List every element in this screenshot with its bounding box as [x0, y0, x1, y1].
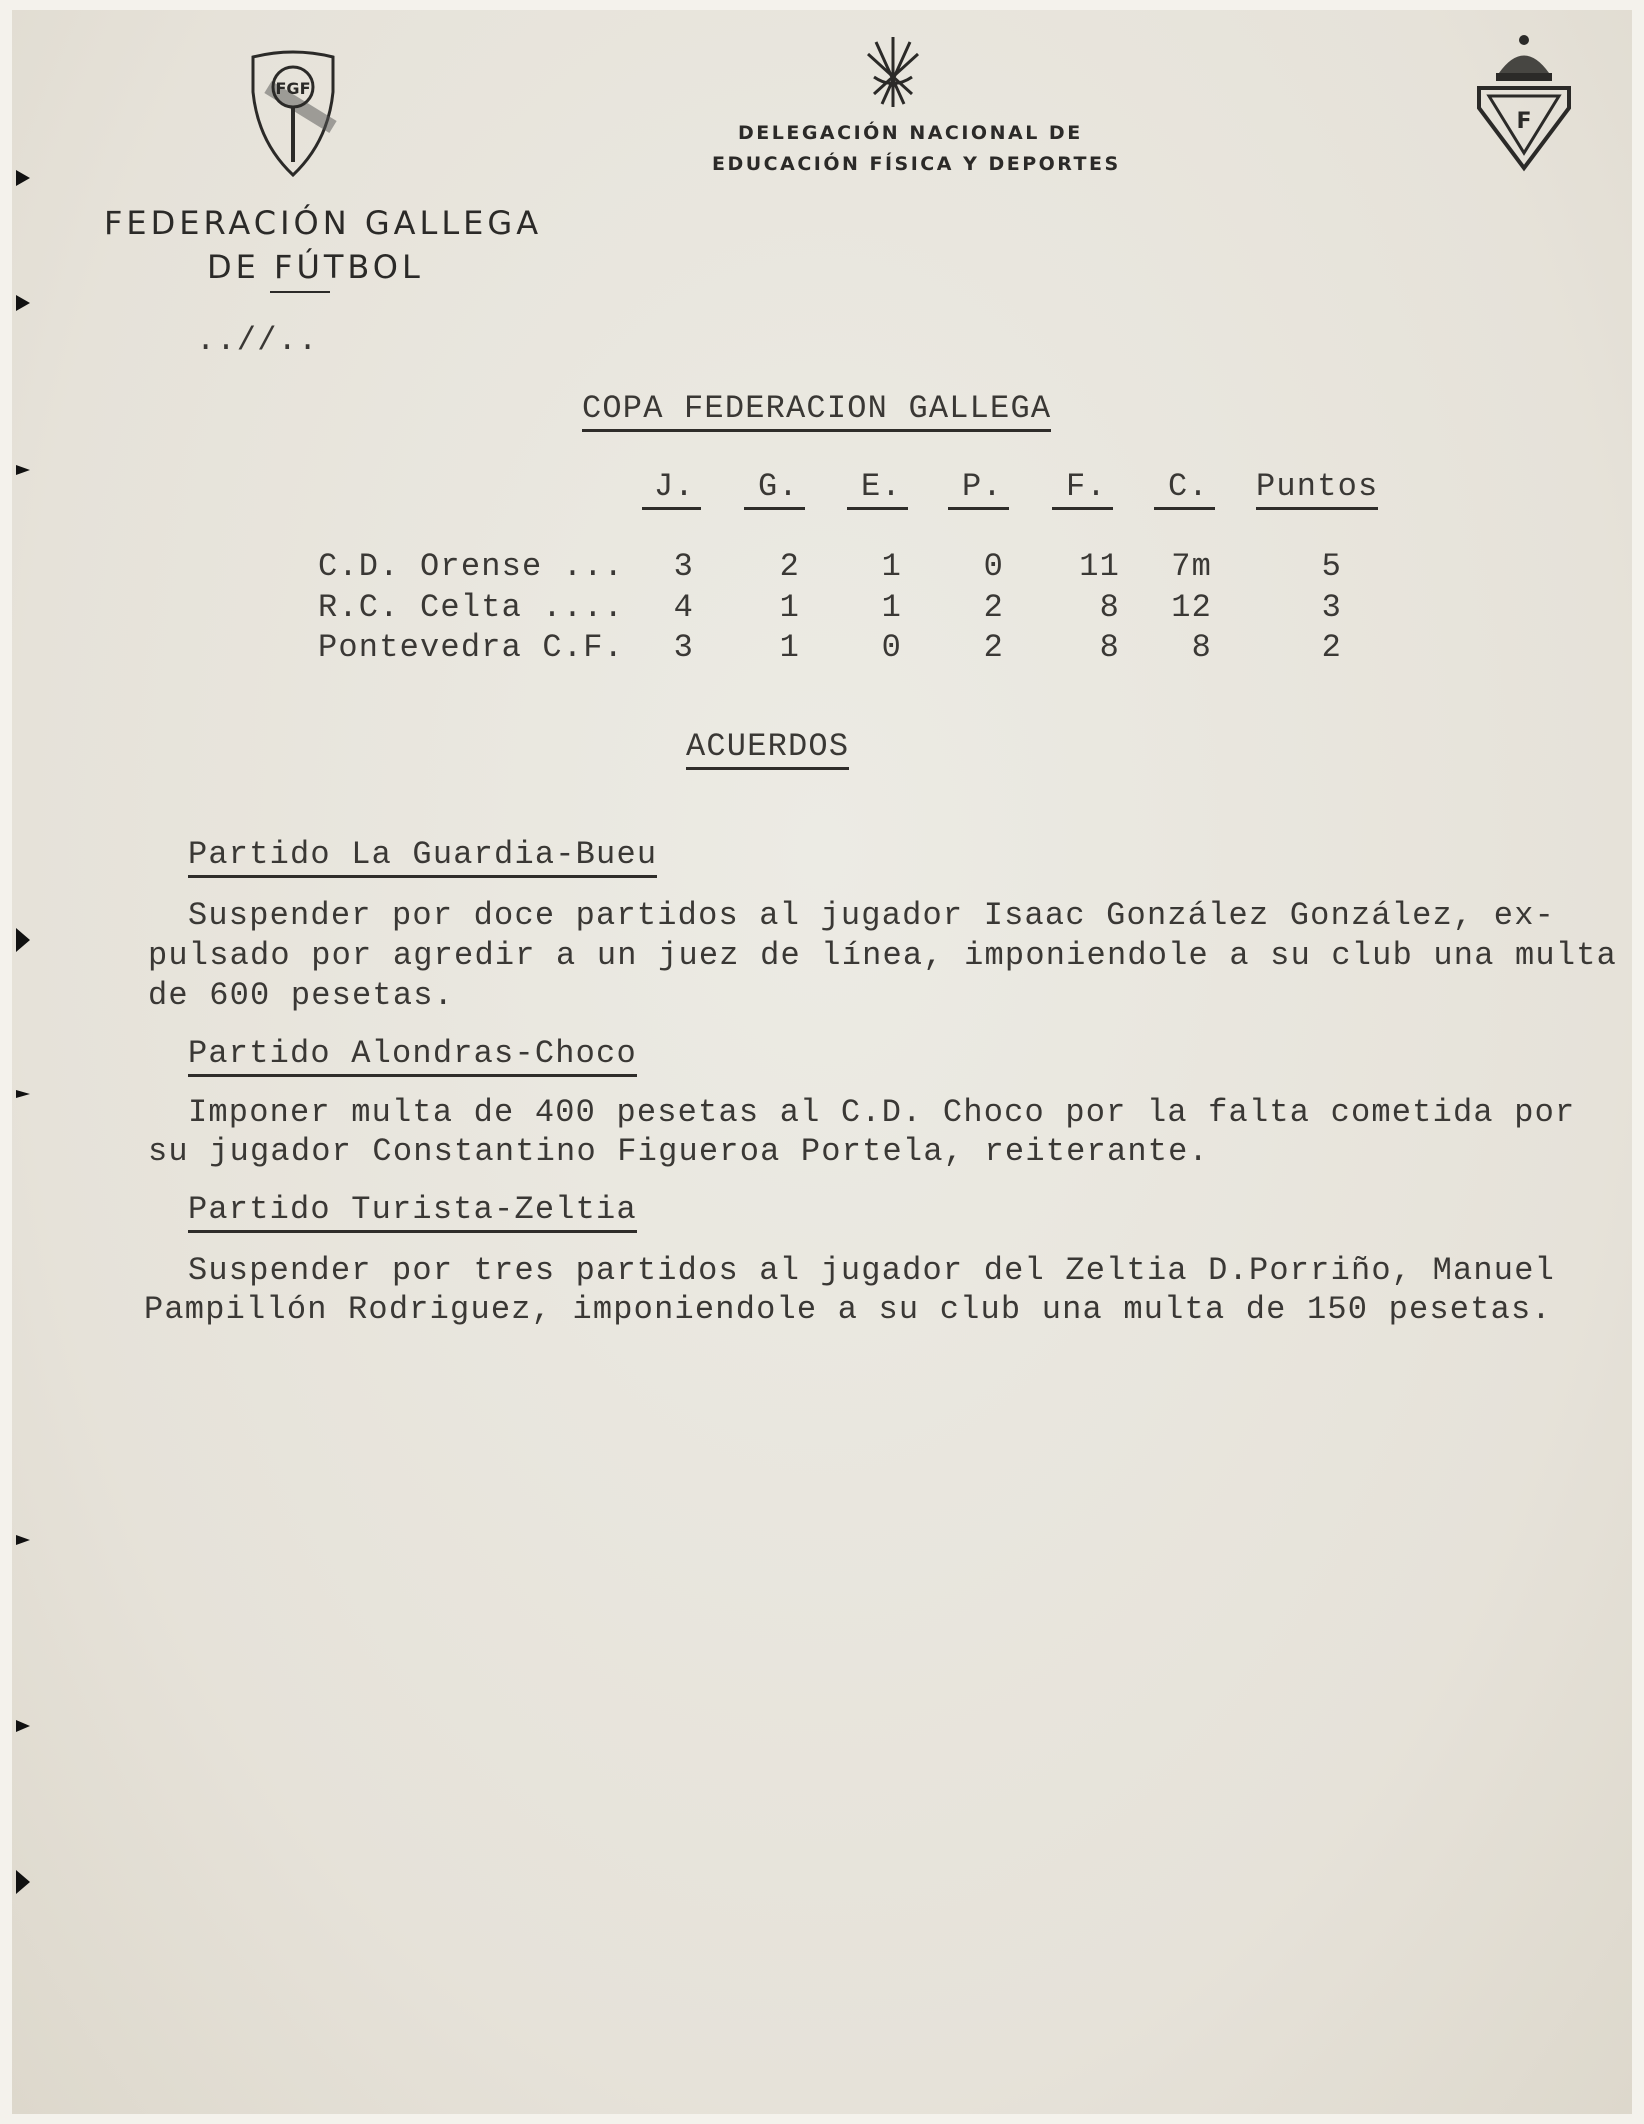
standings-title: COPA FEDERACION GALLEGA: [582, 390, 1051, 432]
stat-cell-j: 3: [673, 548, 694, 585]
column-header-puntos: Puntos: [1256, 468, 1378, 510]
section-text-line: Suspender por doce partidos al jugador Isaac González González, ex-: [188, 897, 1556, 934]
delegation-line1: DELEGACIÓN NACIONAL DE: [738, 122, 1083, 144]
stat-cell-p: 0: [983, 548, 1004, 585]
svg-text:FGF: FGF: [275, 79, 311, 98]
column-header-e: E.: [847, 468, 908, 510]
stat-cell-puntos: 5: [1321, 548, 1342, 585]
stat-cell-p: 2: [983, 629, 1004, 666]
continuation-mark: ..//..: [196, 322, 319, 359]
stat-cell-p: 2: [983, 589, 1004, 626]
stat-cell-g: 1: [779, 589, 800, 626]
section-heading: Partido Alondras-Choco: [188, 1035, 637, 1077]
stat-cell-e: 0: [881, 629, 902, 666]
binder-mark: [16, 1535, 30, 1545]
stat-cell-e: 1: [881, 589, 902, 626]
column-header-g: G.: [744, 468, 805, 510]
section-text-line: de 600 pesetas.: [148, 977, 455, 1014]
column-header-c: C.: [1154, 468, 1215, 510]
stat-cell-g: 2: [779, 548, 800, 585]
binder-mark: [16, 465, 30, 475]
stat-cell-j: 4: [673, 589, 694, 626]
section-heading: Partido La Guardia-Bueu: [188, 836, 657, 878]
section-text-line: Imponer multa de 400 pesetas al C.D. Choco por la falta cometida por: [188, 1094, 1576, 1131]
section-text-line: pulsado por agredir a un juez de línea, imponiendole a su club una multa: [148, 937, 1618, 974]
team-name: C.D. Orense ...: [318, 548, 625, 585]
binder-mark: [16, 1720, 30, 1732]
section-heading: Partido Turista-Zeltia: [188, 1191, 637, 1233]
delegation-line2: EDUCACIÓN FÍSICA Y DEPORTES: [712, 153, 1121, 175]
binder-mark: [16, 295, 30, 311]
binder-mark: [16, 1090, 30, 1098]
federation-crest-logo: [248, 47, 338, 177]
agreements-title: ACUERDOS: [686, 728, 849, 770]
section-text-line: su jugador Constantino Figueroa Portela, reiterante.: [148, 1133, 1209, 1170]
stat-cell-c: 12: [1171, 589, 1212, 626]
stat-cell-f: 11: [1079, 548, 1120, 585]
svg-text:F: F: [1516, 109, 1532, 134]
column-header-p: P.: [948, 468, 1009, 510]
stat-cell-c: 8: [1191, 629, 1212, 666]
column-header-f: F.: [1052, 468, 1113, 510]
federation-name-line1: FEDERACIÓN GALLEGA: [104, 204, 543, 242]
team-name: Pontevedra C.F.: [318, 629, 625, 666]
divider: [270, 291, 330, 293]
section-text-line: Suspender por tres partidos al jugador del Zeltia D.Porriño, Manuel: [188, 1252, 1556, 1289]
stat-cell-c: 7m: [1171, 548, 1212, 585]
federation-name-line2: DE FÚTBOL: [207, 248, 424, 286]
stat-cell-f: 8: [1099, 589, 1120, 626]
document-page: [12, 10, 1632, 2114]
column-header-j: J.: [642, 468, 701, 510]
binder-mark: [16, 928, 30, 952]
yoke-and-arrows-emblem: [864, 32, 922, 112]
section-text-line: Pampillón Rodriguez, imponiendole a su club una multa de 150 pesetas.: [144, 1291, 1552, 1328]
spanish-federation-crest-logo: [1474, 28, 1574, 173]
team-name: R.C. Celta ....: [318, 589, 625, 626]
stat-cell-g: 1: [779, 629, 800, 666]
binder-mark: [16, 170, 30, 186]
stat-cell-j: 3: [673, 629, 694, 666]
stat-cell-puntos: 3: [1321, 589, 1342, 626]
stat-cell-f: 8: [1099, 629, 1120, 666]
stat-cell-e: 1: [881, 548, 902, 585]
binder-mark: [16, 1870, 30, 1894]
stat-cell-puntos: 2: [1321, 629, 1342, 666]
